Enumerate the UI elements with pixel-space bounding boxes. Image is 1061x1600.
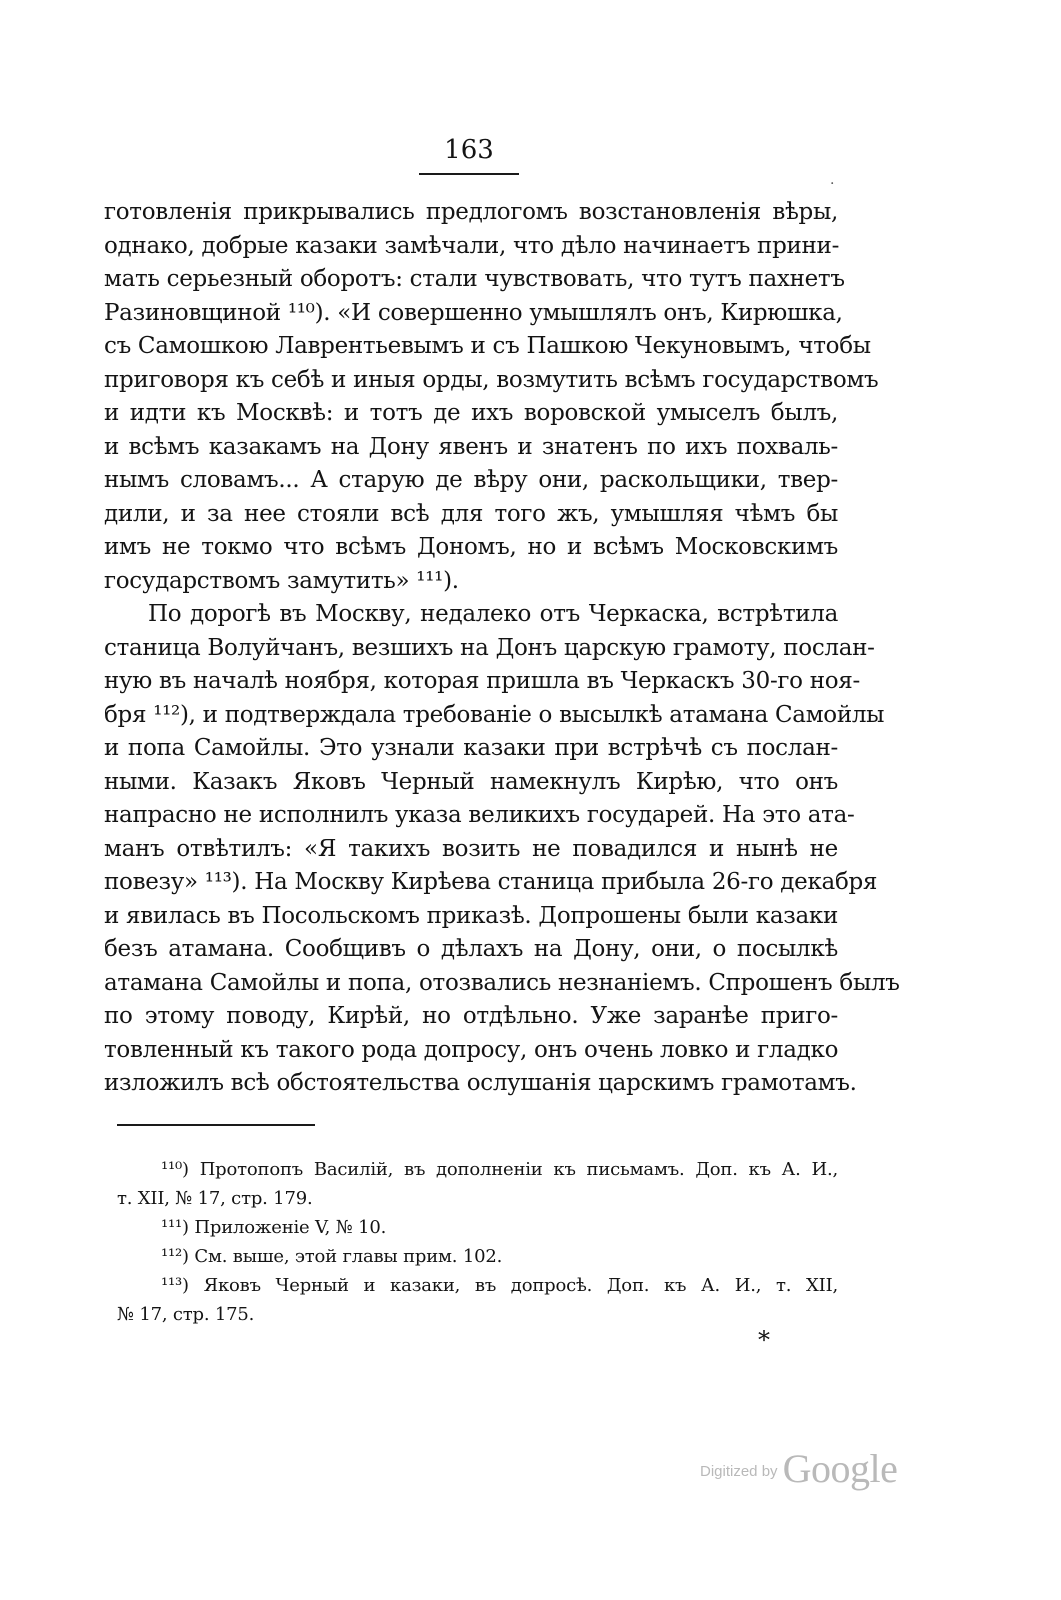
body-line: станица Волуйчанъ, везшихъ на Донъ царскую грамоту, послан- [104,634,875,661]
body-line: и идти къ Москвѣ: и тотъ де ихъ воровской умыселъ былъ, [104,400,838,426]
page-number: 163 [444,135,494,165]
body-line: по этому поводу, Кирѣй, но отдѣльно. Уже заранѣе приго- [104,1003,838,1029]
footnote-line: т. XII, № 17, стр. 179. [117,1188,313,1209]
footnote-line: ¹¹³) Яковъ Черный и казаки, въ допросѣ. Доп. къ А. И., т. XII, [161,1275,838,1296]
body-line: По дорогѣ въ Москву, недалеко отъ Черкаска, встрѣтила [148,601,838,627]
body-line: однако, добрые казаки замѣчали, что дѣло начинаетъ прини- [104,232,840,259]
body-line: напрасно не исполнилъ указа великихъ государей. На это ата- [104,802,855,828]
google-logo: Google [782,1446,898,1491]
body-line: Разиновщиной ¹¹⁰). «И совершенно умышлялъ онъ, Кирюшка, [104,299,843,326]
footnote-line: ¹¹⁰) Протопопъ Василій, въ дополненіи къ письмамъ. Доп. къ А. И., [161,1159,838,1180]
body-line: и явилась въ Посольскомъ приказѣ. Допрошены были казаки [104,902,838,929]
body-line: приговоря къ себѣ и иныя орды, возмутить всѣмъ государствомъ [104,366,879,393]
body-line: ную въ началѣ ноября, которая пришла въ Черкаскъ 30-го ноя- [104,668,860,694]
body-line: нымъ словамъ... А старую де вѣру они, раскольщики, твер- [104,467,838,493]
digitized-watermark [700,1445,920,1495]
body-line: бря ¹¹²), и подтверждала требованіе о высылкѣ атамана Самойлы [104,701,885,728]
body-line: и всѣмъ казакамъ на Дону явенъ и знатенъ по ихъ похваль- [104,433,838,460]
body-line: государствомъ замутить» ¹¹¹). [104,567,459,594]
body-line: имъ не токмо что всѣмъ Дономъ, но и всѣмъ Московскимъ [104,534,838,560]
footnotes [117,1155,838,1329]
body-line: безъ атамана. Сообщивъ о дѣлахъ на Дону, они, о посылкѣ [104,936,838,962]
footnote-rule [117,1124,315,1126]
body-line: повезу» ¹¹³). На Москву Кирѣева станица прибыла 26-го декабря [104,869,878,895]
body-line: готовленія прикрывались предлогомъ возстановленія вѣры, [104,199,838,225]
margin-tick: · [830,176,835,192]
body-line: товленный къ такого рода допросу, онъ очень ловко и гладко [104,1036,839,1063]
body-line: дили, и за нее стояли всѣ для того жъ, умышляя чѣмъ бы [104,500,838,527]
body-line: съ Самошкою Лаврентьевымъ и съ Пашкою Чекуновымъ, чтобы [104,333,871,359]
body-line: ными. Казакъ Яковъ Черный намекнулъ Кирѣю, что онъ [104,768,838,795]
body-line: мать серьезный оборотъ: стали чувствовать, что тутъ пахнетъ [104,266,845,292]
footnote-line: ¹¹²) См. выше, этой главы прим. 102. [161,1246,503,1267]
watermark-prefix: Digitized by [700,1463,778,1480]
body-line: манъ отвѣтилъ: «Я такихъ возить не повадился и нынѣ не [104,835,838,862]
body-line: и попа Самойлы. Это узнали казаки при встрѣчѣ съ послан- [104,735,838,761]
asterisk-mark: * [758,1326,770,1354]
body-line: изложилъ всѣ обстоятельства ослушанія царскимъ грамотамъ. [104,1070,857,1096]
footnote-line: № 17, стр. 175. [117,1304,255,1325]
body-line: атамана Самойлы и попа, отозвались незнаніемъ. Спрошенъ былъ [104,969,900,996]
body-text [104,196,900,1101]
footnote-line: ¹¹¹) Приложеніе V, № 10. [161,1217,387,1238]
page-number-rule [419,173,519,175]
